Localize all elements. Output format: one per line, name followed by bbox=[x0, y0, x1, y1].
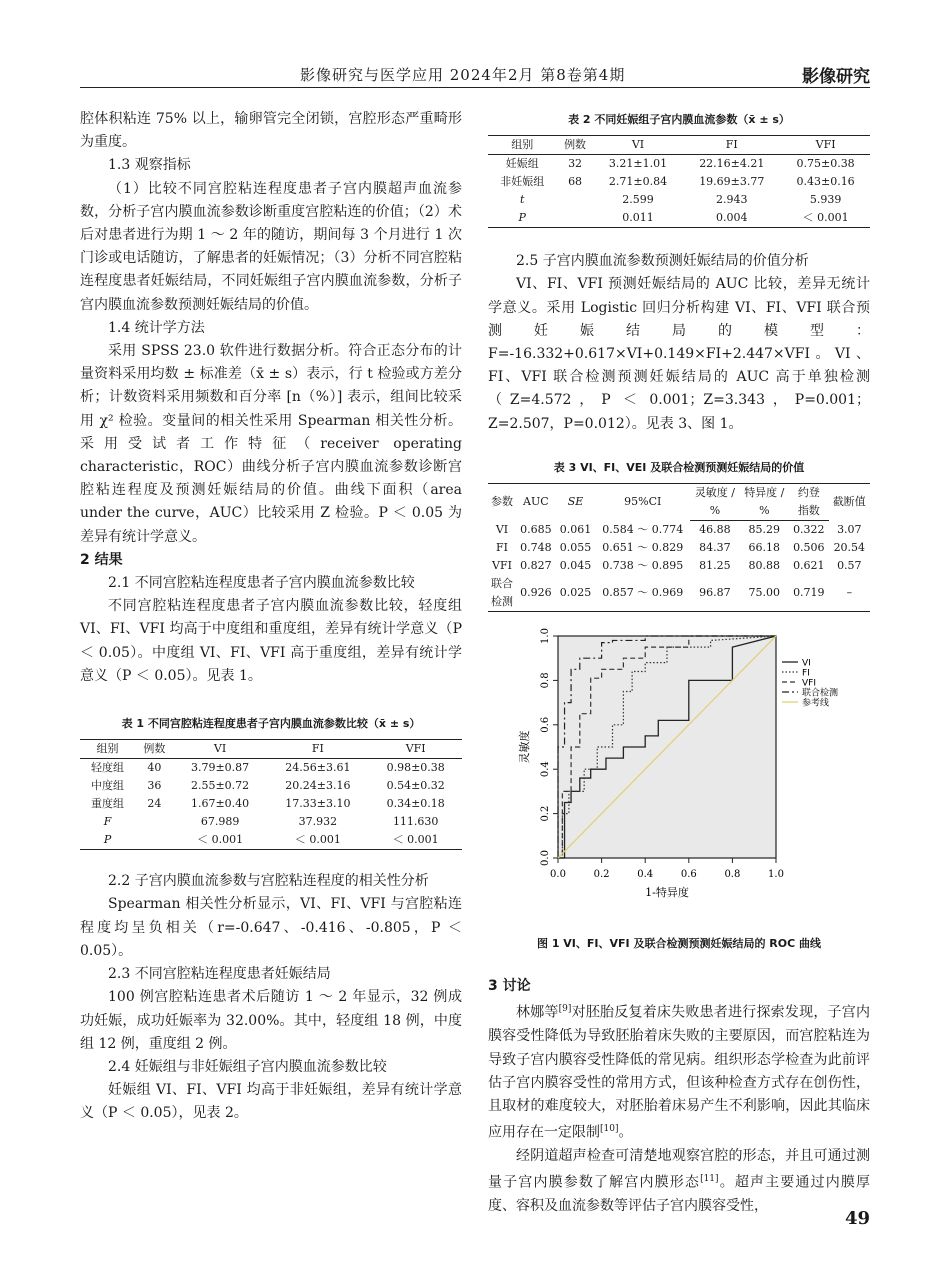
cell: 0.54±0.32 bbox=[386, 779, 445, 793]
x-axis-label: 1-特异度 bbox=[645, 886, 689, 900]
legend-label: VI bbox=[802, 658, 811, 669]
journal-brand: 影像研究 bbox=[802, 67, 870, 87]
cell: 20.54 bbox=[833, 541, 866, 555]
cell: 0.045 bbox=[559, 559, 592, 573]
cell: – bbox=[829, 575, 870, 612]
cell: 0.685 bbox=[520, 522, 552, 536]
cell: 5.939 bbox=[809, 193, 842, 207]
cell: 0.025 bbox=[556, 575, 596, 612]
cell: 0.621 bbox=[793, 559, 825, 573]
cell: 0.004 bbox=[682, 209, 781, 228]
table-header: 95%CI bbox=[595, 484, 690, 521]
cell: 0.98±0.38 bbox=[386, 761, 445, 775]
cell: 81.25 bbox=[699, 559, 731, 573]
cell: 24 bbox=[147, 797, 162, 811]
cell: 0.061 bbox=[559, 522, 592, 536]
cell: 2.71±0.84 bbox=[608, 175, 668, 189]
cell: 0.322 bbox=[793, 523, 825, 537]
roc-figure bbox=[488, 626, 870, 926]
cell: 17.33±3.10 bbox=[285, 797, 351, 811]
x-tick-label: 1.0 bbox=[768, 869, 784, 881]
table-row bbox=[488, 173, 870, 191]
x-tick-label: 0.8 bbox=[724, 869, 741, 881]
x-tick-label: 0.6 bbox=[680, 869, 697, 881]
cell: 非妊娠组 bbox=[500, 175, 545, 189]
cell: 85.29 bbox=[748, 523, 781, 537]
cell bbox=[557, 209, 594, 228]
paragraph: VI、FI、VFI 预测妊娠结局的 AUC 比较，差异无统计学意义。采用 Logistic 回归分析构建 VI、FI、VFI 联合预测妊娠结局的模型：F=-16.332+0.617×VI+0.149×FI+2.447×VFI。VI、FI、VFI 联合检测预测妊娠结局的 AUC 高于单独检测（Z=4.572，P ＜ 0.001；Z=3.343，P=0.001；Z=2.507，P=0.012）。见表 3、图 1。 bbox=[488, 276, 870, 432]
table-header: 组别 bbox=[80, 740, 135, 759]
cell: 84.37 bbox=[699, 541, 731, 555]
y-axis-label: 灵敏度 bbox=[518, 730, 531, 764]
section-heading: 1.3 观察指标 bbox=[108, 157, 191, 174]
cell: P bbox=[80, 831, 135, 850]
cell: 0.827 bbox=[520, 559, 552, 573]
section-heading: 3 讨论 bbox=[488, 978, 531, 995]
cell: VI bbox=[495, 522, 509, 536]
cell: 2.943 bbox=[716, 193, 748, 207]
cell: 19.69±3.77 bbox=[699, 175, 765, 189]
table1-caption: 表 1 不同宫腔粘连程度患者子宫内膜血流参数比较（x̄ ± s） bbox=[121, 717, 421, 731]
cell: 3.79±0.87 bbox=[190, 761, 250, 775]
text-run: 。超声主要通过内膜厚度、容积及血流参数等评估子宫内膜容受性， bbox=[488, 1174, 871, 1215]
cell: ＜ 0.001 bbox=[369, 831, 462, 850]
section-heading: 2.2 子宫内膜血流参数与宫腔粘连程度的相关性分析 bbox=[108, 873, 429, 890]
table-header: SE bbox=[556, 484, 596, 521]
table-header: 特异度 / bbox=[740, 484, 789, 503]
section-heading: 2.4 妊娠组与非妊娠组子宫内膜血流参数比较 bbox=[108, 1058, 387, 1075]
cell: 轻度组 bbox=[91, 761, 125, 775]
table-row bbox=[488, 155, 870, 174]
table3 bbox=[488, 483, 870, 612]
table-row bbox=[488, 209, 870, 228]
table-row bbox=[80, 777, 462, 795]
roc-chart bbox=[488, 626, 870, 926]
cell: 0.926 bbox=[516, 575, 556, 612]
table-row bbox=[488, 539, 870, 557]
table-header: 指数 bbox=[789, 502, 829, 521]
section-heading: 2 结果 bbox=[80, 551, 123, 568]
table-header: VI bbox=[174, 740, 267, 759]
cell: 75.00 bbox=[740, 575, 789, 612]
y-tick-label: 0.6 bbox=[540, 716, 551, 733]
cell: 0.011 bbox=[594, 209, 683, 228]
table-header: 例数 bbox=[135, 740, 174, 759]
citation: [10] bbox=[600, 1124, 619, 1135]
cell: 0.75±0.38 bbox=[796, 157, 855, 171]
section-heading: 2.1 不同宫腔粘连程度患者子宫内膜血流参数比较 bbox=[108, 575, 415, 592]
table-header: 约登 bbox=[789, 484, 829, 503]
paragraph bbox=[488, 1145, 870, 1218]
paragraph bbox=[488, 998, 870, 1145]
cell: 67.989 bbox=[200, 815, 240, 829]
table-header: % bbox=[690, 502, 739, 521]
cell: 0.57 bbox=[837, 559, 862, 573]
citation: [9] bbox=[558, 1004, 572, 1015]
x-tick-label: 0.4 bbox=[637, 869, 654, 881]
cell: 0.738 ～ 0.895 bbox=[602, 559, 684, 573]
table3-caption: 表 3 VI、FI、VEI 及联合检测预测妊娠结局的价值 bbox=[553, 460, 805, 474]
text-run: 。 bbox=[618, 1124, 633, 1141]
table-header: AUC bbox=[516, 484, 556, 521]
cell bbox=[135, 813, 174, 831]
paragraph: Spearman 相关性分析显示，VI、FI、VFI 与宫腔粘连程度均呈负相关（r=-0.647、-0.416、-0.805，P ＜ 0.05）。 bbox=[80, 896, 462, 959]
figure1-caption: 图 1 VI、FI、VFI 及联合检测预测妊娠结局的 ROC 曲线 bbox=[536, 937, 822, 951]
cell: 111.630 bbox=[392, 815, 439, 829]
cell: 0.34±0.18 bbox=[386, 797, 445, 811]
cell: 0.651 ～ 0.829 bbox=[602, 541, 684, 555]
table-row bbox=[488, 575, 870, 612]
table-row bbox=[488, 557, 870, 575]
cell: t bbox=[520, 193, 525, 207]
left-column bbox=[80, 108, 462, 1126]
cell: 1.67±0.40 bbox=[190, 797, 250, 811]
running-header bbox=[80, 60, 870, 88]
cell: 46.88 bbox=[699, 523, 731, 537]
cell: 0.719 bbox=[789, 575, 829, 612]
cell: 22.16±4.21 bbox=[699, 157, 765, 171]
cell: 40 bbox=[147, 761, 162, 775]
table1 bbox=[80, 739, 462, 850]
cell: 32 bbox=[568, 157, 583, 171]
paragraph: 腔体积粘连 75% 以上，输卵管完全闭锁，宫腔形态严重畸形为重度。 bbox=[80, 111, 462, 151]
x-tick-label: 0.0 bbox=[550, 869, 566, 881]
cell: 中度组 bbox=[91, 779, 125, 793]
cell: ＜ 0.001 bbox=[266, 831, 369, 850]
text-run: 林娜等 bbox=[516, 1005, 559, 1022]
table-header: 灵敏度 / bbox=[690, 484, 739, 503]
paragraph: 妊娠组 VI、FI、VFI 均高于非妊娠组，差异有统计学意义（P ＜ 0.05），见表 2。 bbox=[80, 1082, 462, 1122]
cell: 0.748 bbox=[520, 541, 552, 555]
table-header: VFI bbox=[369, 740, 462, 759]
page-number: 49 bbox=[844, 1208, 870, 1229]
text-run: 对胚胎反复着床失败患者进行探索发现，子宫内膜容受性降低为导致胚胎着床失败的主要原因，而宫腔粘连为导致子宫内膜容受性降低的常见病。组织形态学检查为此前评估子宫内膜容受性的常用方式，但该种检查方式存在创伤性，且取材的难度较大，对胚胎着床易产生不利影响，因此其临床应用存在一定限制 bbox=[488, 1005, 870, 1141]
legend-label: 联合检测 bbox=[802, 688, 839, 699]
table-row bbox=[488, 191, 870, 209]
cell: 3.21±1.01 bbox=[608, 157, 668, 171]
cell: 0.857 ～ 0.969 bbox=[595, 575, 690, 612]
table-row bbox=[80, 831, 462, 850]
y-tick-label: 0.0 bbox=[540, 850, 551, 866]
table-header: FI bbox=[682, 136, 781, 155]
cell: 66.18 bbox=[748, 541, 781, 555]
section-heading: 2.5 子宫内膜血流参数预测妊娠结局的价值分析 bbox=[516, 253, 809, 270]
y-tick-label: 0.8 bbox=[540, 672, 551, 689]
cell: 2.55±0.72 bbox=[190, 779, 250, 793]
cell: 37.932 bbox=[298, 815, 338, 829]
cell: 96.87 bbox=[690, 575, 739, 612]
cell: 0.584 ～ 0.774 bbox=[602, 522, 684, 536]
cell bbox=[135, 831, 174, 850]
table-row bbox=[80, 813, 462, 831]
cell: 36 bbox=[147, 779, 162, 793]
x-tick-label: 0.2 bbox=[593, 869, 610, 881]
cell: ＜ 0.001 bbox=[174, 831, 267, 850]
y-tick-label: 0.2 bbox=[540, 805, 551, 822]
y-tick-label: 0.4 bbox=[540, 761, 551, 778]
table-header: 参数 bbox=[488, 484, 516, 521]
cell: 3.07 bbox=[837, 522, 862, 536]
cell: 80.88 bbox=[748, 559, 781, 573]
table-header: FI bbox=[266, 740, 369, 759]
legend-label: 参考线 bbox=[802, 698, 830, 709]
legend-label: VFI bbox=[802, 678, 816, 689]
cell: 重度组 bbox=[91, 797, 125, 811]
paragraph: （1）比较不同宫腔粘连程度患者子宫内膜超声血流参数，分析子宫内膜血流参数诊断重度宫腔粘连的价值；（2）术后对患者进行为期 1 ～ 2 年的随访，期间每 3 个月进行 1 次门诊或电话随访，了解患者的妊娠情况；（3）分析不同宫腔粘连程度患者妊娠结局，不同妊娠组子宫内膜血流参数，分析子宫内膜血流参数预测妊娠结局的价值。 bbox=[80, 180, 462, 313]
cell: 0.506 bbox=[793, 541, 825, 555]
cell: 0.055 bbox=[559, 541, 592, 555]
cell: 20.24±3.16 bbox=[285, 779, 351, 793]
table-row bbox=[80, 795, 462, 813]
y-tick-label: 1.0 bbox=[540, 628, 551, 644]
table-row bbox=[80, 759, 462, 778]
table-header: VI bbox=[594, 136, 683, 155]
cell: 联合检测 bbox=[488, 575, 516, 612]
table-row bbox=[488, 521, 870, 540]
table-header: 组别 bbox=[488, 136, 557, 155]
right-column bbox=[488, 108, 870, 1218]
cell: ＜ 0.001 bbox=[781, 209, 870, 228]
table2-caption: 表 2 不同妊娠组子宫内膜血流参数（x̄ ± s） bbox=[568, 113, 790, 126]
cell: 2.599 bbox=[622, 193, 654, 207]
paragraph: 采用 SPSS 23.0 软件进行数据分析。符合正态分布的计量资料采用均数 ± 标准差（x̄ ± s）表示，行 t 检验或方差分析；计数资料采用频数和百分率 [n（%）] 表示，组间比较采用 χ² 检验。变量间的相关性采用 Spearman 相关性分析。采用受试者工作特征（receiver operating characteristic，ROC）曲线分析子宫内膜血流参数诊断宫腔粘连程度及预测妊娠结局的价值。曲线下面积（area under the curve，AUC）比较采用 Z 检验。P ＜ 0.05 为差异有统计学意义。 bbox=[80, 343, 462, 545]
table-header: VFI bbox=[781, 136, 870, 155]
cell: 68 bbox=[568, 175, 583, 189]
table-header: 截断值 bbox=[829, 484, 870, 521]
table-header: 例数 bbox=[557, 136, 594, 155]
section-heading: 1.4 统计学方法 bbox=[108, 319, 205, 336]
paragraph: 100 例宫腔粘连患者术后随访 1 ～ 2 年显示，32 例成功妊娠，成功妊娠率为 32.00%。其中，轻度组 18 例，中度组 12 例，重度组 2 例。 bbox=[80, 989, 462, 1052]
cell: F bbox=[103, 815, 112, 829]
cell: P bbox=[488, 209, 557, 228]
table-header: % bbox=[740, 502, 789, 521]
citation: [11] bbox=[700, 1174, 719, 1185]
legend-label: FI bbox=[802, 668, 810, 679]
cell: 0.43±0.16 bbox=[796, 175, 855, 189]
section-heading: 2.3 不同宫腔粘连程度患者妊娠结局 bbox=[108, 966, 331, 983]
cell: 24.56±3.61 bbox=[285, 761, 351, 775]
paragraph: 不同宫腔粘连程度患者子宫内膜血流参数比较，轻度组 VI、FI、VFI 均高于中度组和重度组，差异有统计学意义（P ＜ 0.05）。中度组 VI、FI、VFI 高于重度组，差异有统计学意义（P ＜ 0.05）。见表 1。 bbox=[80, 598, 462, 684]
journal-info: 影像研究与医学应用 2024年2月 第8卷第4期 bbox=[300, 66, 626, 84]
cell: VFI bbox=[492, 559, 512, 573]
cell: FI bbox=[496, 541, 508, 555]
text-run: 经阴道超声检查可清楚地观察宫腔的形态，并且可通过测量子宫内膜参数了解宫内膜形态 bbox=[488, 1147, 870, 1191]
cell: 妊娠组 bbox=[505, 157, 539, 171]
cell bbox=[557, 191, 594, 209]
table2 bbox=[488, 135, 870, 228]
